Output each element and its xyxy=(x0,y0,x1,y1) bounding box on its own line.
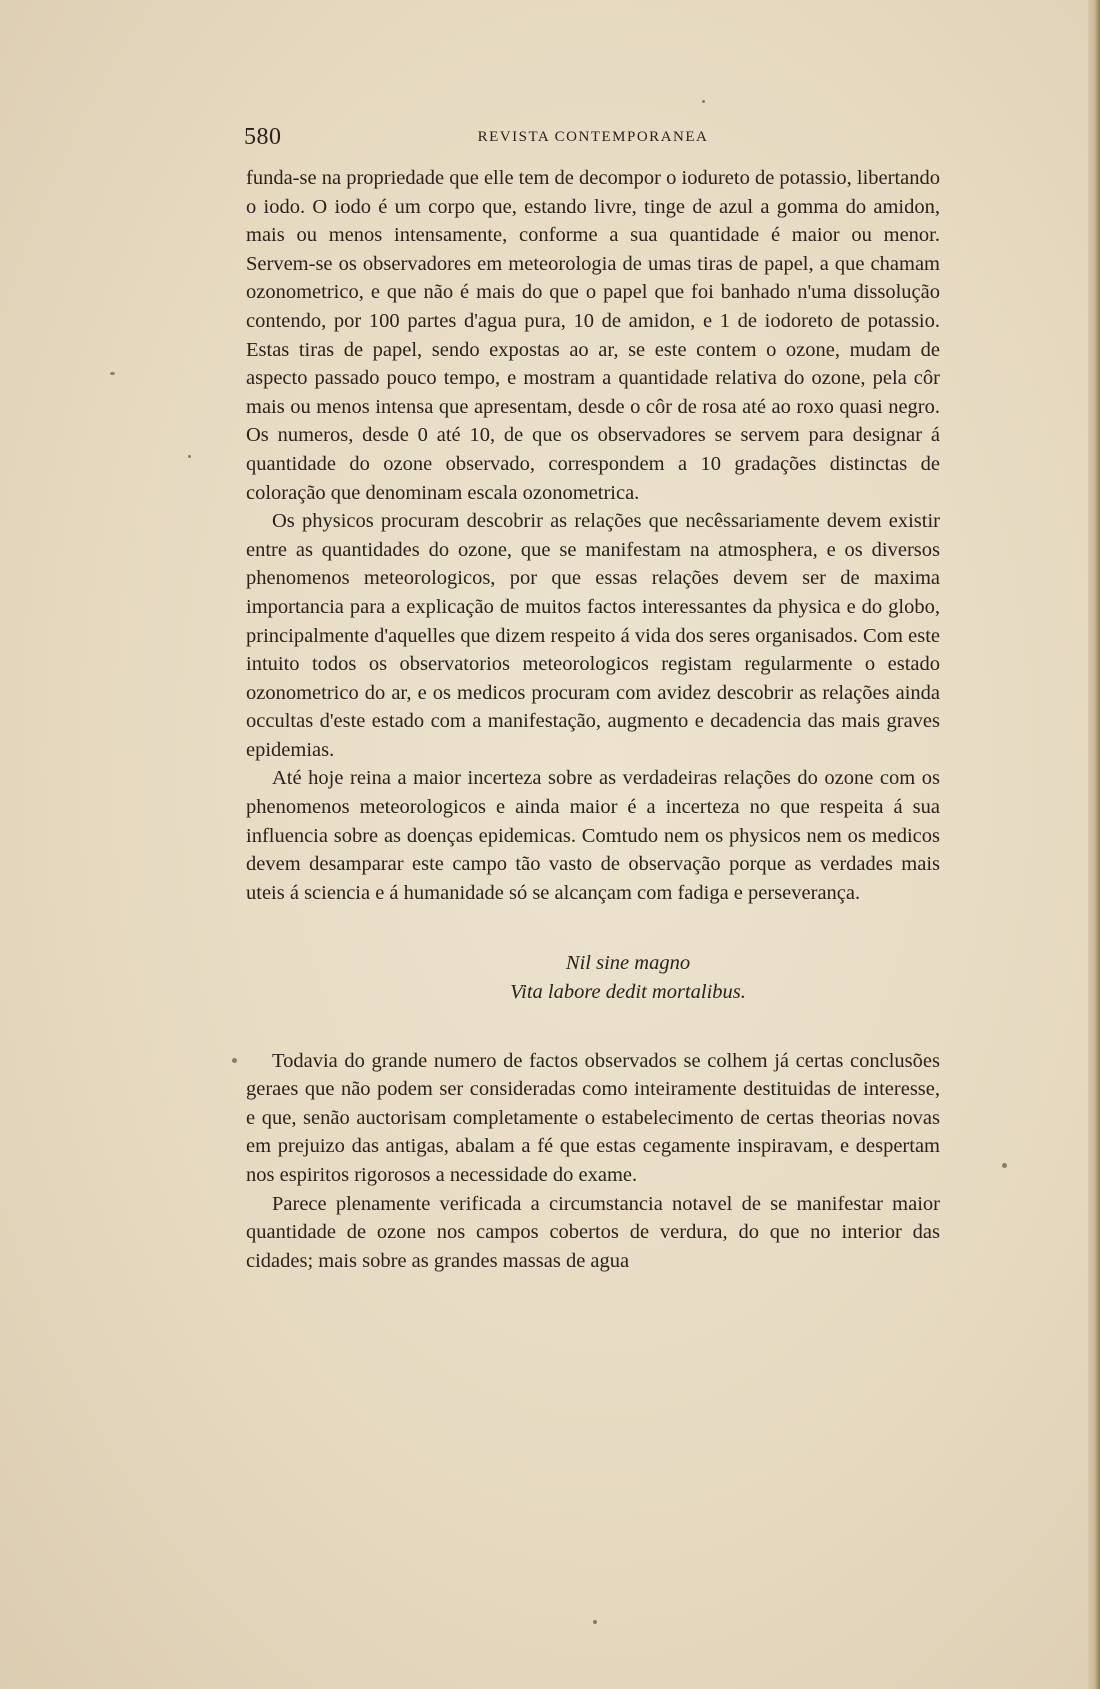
epigraph-line-2: Vita labore dedit mortalibus. xyxy=(510,981,746,1004)
ink-speck xyxy=(232,1058,237,1063)
page-edge-shadow xyxy=(1088,0,1100,1689)
ink-speck xyxy=(702,100,705,103)
ink-speck xyxy=(1002,1163,1007,1168)
ink-speck xyxy=(188,455,191,458)
body-text xyxy=(246,164,940,1275)
paragraph-4: Todavia do grande numero de factos observados se colhem já certas conclusões geraes que não podem ser consideradas como inteiramente destituidas de interesse, e que, senão auctorisam completamente o estabelecimento de certas theorias novas em prejuizo das antigas, abalam a fé que estas cegamente inspiravam, e despertam nos espiritos rigorosos a necessidade do exame. xyxy=(246,1049,940,1186)
paragraph-5: Parece plenamente verificada a circumstancia notavel de se manifestar maior quantidade de ozone nos campos cobertos de verdura, do que no interior das cidades; mais sobre as grandes massas de agua xyxy=(246,1192,940,1272)
latin-epigraph xyxy=(246,949,940,1006)
page-number: 580 xyxy=(244,124,282,150)
paragraph-1: funda-se na propriedade que elle tem de decompor o iodureto de potassio, libertando o iodo. O iodo é um corpo que, estando livre, tinge de azul a gomma do amidon, mais ou menos intensamente, conforme a sua quantidade é maior ou menor. Servem-se os observadores em meteorologia de umas tiras de papel, a que chamam ozonometrico, e que não é mais do que o papel que foi banhado n'uma dissolução contendo, por 100 partes d'agua pura, 10 de amidon, e 1 de iodoreto de potassio. Estas tiras de papel, sendo expostas ao ar, se este contem o ozone, mudam de aspecto passado pouco tempo, e mostram a quantidade relativa do ozone, pela côr mais ou menos intensa que apresentam, desde o côr de rosa até ao roxo quasi negro. Os numeros, desde 0 até 10, de que os observadores se servem para designar á quantidade do ozone observado, correspondem a 10 gradações distinctas de coloração que denominam escala ozonometrica. xyxy=(246,167,940,504)
page-header xyxy=(244,124,942,154)
paragraph-3: Até hoje reina a maior incerteza sobre as verdadeiras relações do ozone com os phenomenos meteorologicos e ainda maior é a incerteza no que respeita á sua influencia sobre as doenças epidemicas. Comtudo nem os physicos nem os medicos devem desamparar este campo tão vasto de observação porque as verdades mais uteis á sciencia e á humanidade só se alcançam com fadiga e perseverança. xyxy=(246,767,940,904)
ink-speck xyxy=(110,372,115,375)
ink-speck xyxy=(593,1620,597,1624)
running-title: REVISTA CONTEMPORANEA xyxy=(477,129,709,145)
paragraph-2: Os physicos procuram descobrir as relações que necêssariamente devem existir entre as quantidades do ozone, que se manifestam na atmosphera, e os diversos phenomenos meteorologicos, por que essas relações devem ser de maxima importancia para a explicação de muitos factos interessantes da physica e do globo, principalmente d'aquelles que dizem respeito á vida dos seres organisados. Com este intuito todos os observatorios meteorologicos registam regularmente o estado ozonometrico do ar, e os medicos procuram com avidez descobrir as relações ainda occultas d'este estado com a manifestação, augmento e decadencia das mais graves epidemias. xyxy=(246,510,940,761)
epigraph-line-1: Nil sine magno xyxy=(565,952,691,975)
